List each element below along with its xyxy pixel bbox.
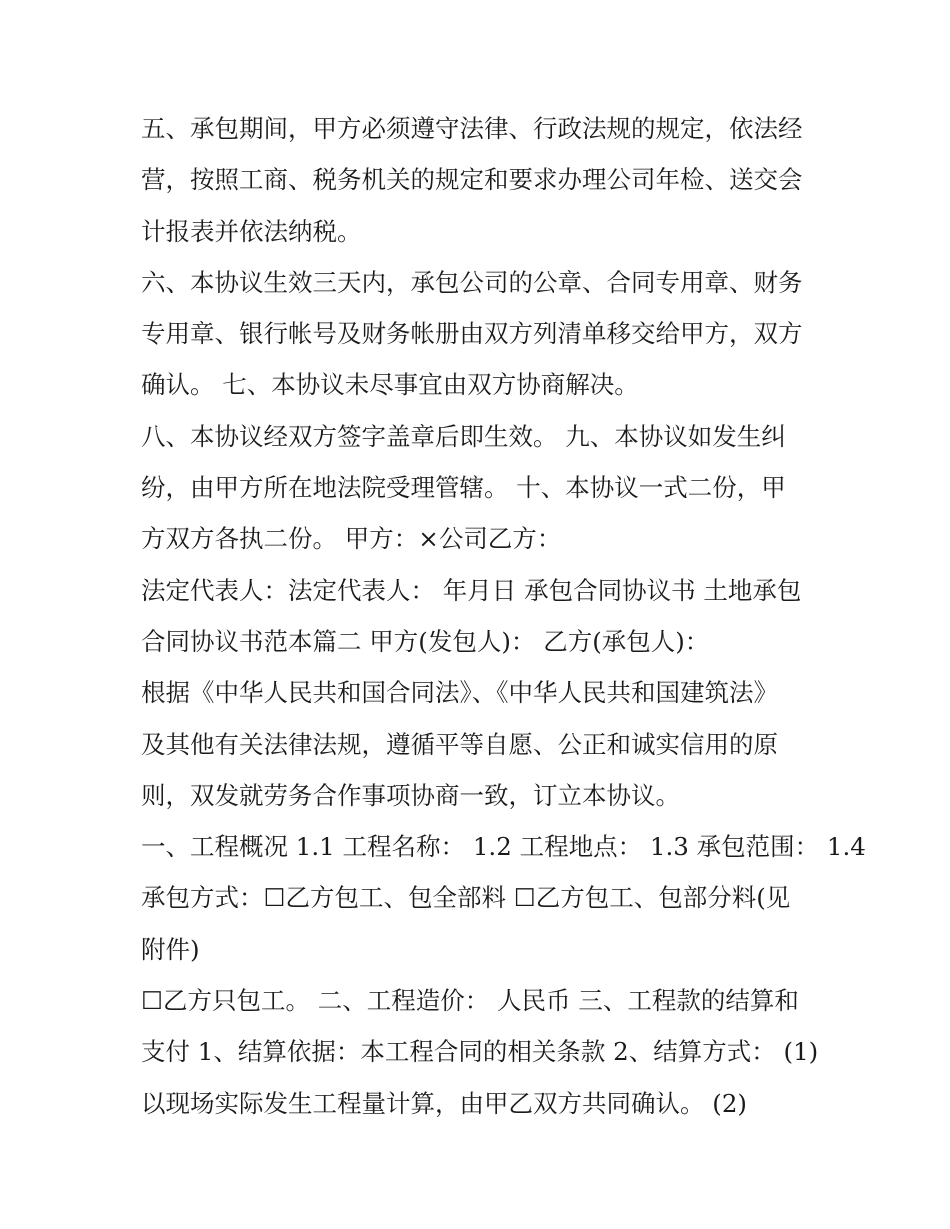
text-line: 计报表并依法纳税。	[141, 216, 362, 246]
text-line: 一、工程概况 1.1 工程名称： 1.2 工程地点： 1.3 承包范围： 1.4	[141, 832, 866, 862]
text-line: 支付 1、结算依据：本工程合同的相关条款 2、结算方式： (1)	[141, 1037, 819, 1067]
text-line: 方双方各执二份。 甲方：×公司乙方：	[141, 524, 562, 554]
text-line: 专用章、银行帐号及财务帐册由双方列清单移交给甲方，双方	[141, 319, 803, 349]
text-line: 承包方式：☐乙方包工、包全部料 ☐乙方包工、包部分料(见	[141, 883, 791, 913]
text-line: 以现场实际发生工程量计算，由甲乙双方共同确认。 (2)	[141, 1088, 747, 1118]
text-line: 八、本协议经双方签字盖章后即生效。 九、本协议如发生纠	[141, 421, 786, 451]
text-line: 五、承包期间，甲方必须遵守法律、行政法规的规定，依法经	[141, 114, 803, 143]
text-line: 六、本协议生效三天内，承包公司的公章、合同专用章、财务	[141, 267, 803, 297]
text-line: 则，双发就劳务合作事项协商一致，订立本协议。	[141, 780, 680, 810]
text-line: 附件)	[141, 934, 200, 964]
text-line: 合同协议书范本篇二 甲方(发包人)： 乙方(承包人)：	[141, 626, 710, 656]
text-line: 纷，由甲方所在地法院受理管辖。 十、本协议一式二份，甲	[141, 473, 786, 503]
text-line: 根据《中华人民共和国合同法》、《中华人民共和国建筑法》	[141, 678, 778, 708]
text-line: ☐乙方只包工。 二、工程造价： 人民币 三、工程款的结算和	[141, 986, 799, 1016]
text-line: 及其他有关法律法规，遵循平等自愿、公正和诚实信用的原	[141, 729, 778, 759]
text-line: 确认。 七、本协议未尽事宜由双方协商解决。	[141, 370, 639, 400]
text-line: 营，按照工商、税务机关的规定和要求办理公司年检、送交会	[141, 165, 803, 195]
document-body	[141, 103, 866, 1129]
text-line: 法定代表人：法定代表人： 年月日 承包合同协议书 土地承包	[141, 575, 802, 605]
